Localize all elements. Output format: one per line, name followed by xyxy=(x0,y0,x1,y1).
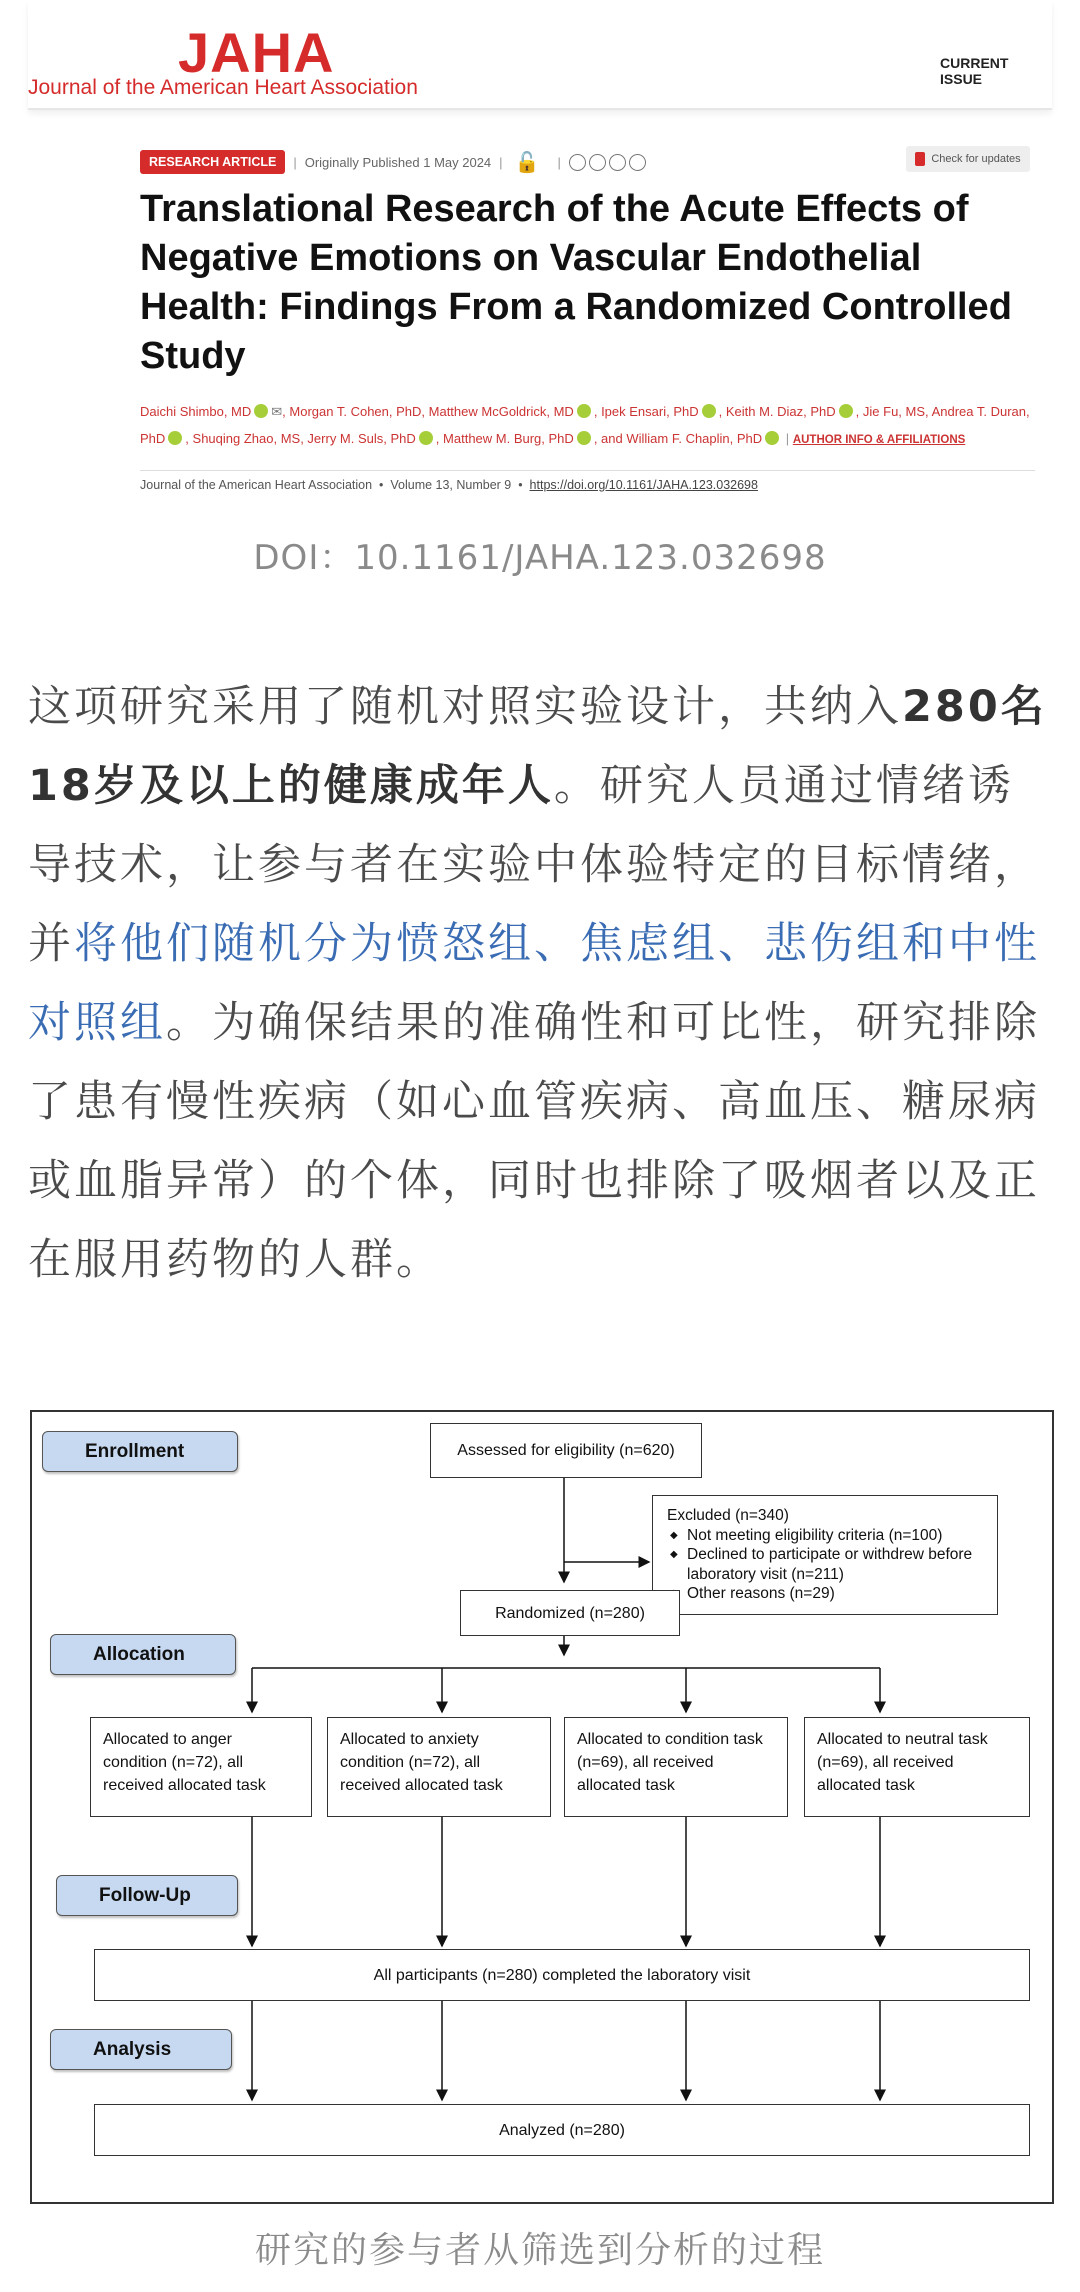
orcid-icon[interactable] xyxy=(168,431,182,445)
doi-link[interactable]: https://doi.org/10.1161/JAHA.123.032698 xyxy=(529,478,758,492)
divider: | xyxy=(557,154,561,170)
orcid-icon[interactable] xyxy=(419,431,433,445)
list-item: ◆ Other reasons (n=29) xyxy=(687,1584,983,1604)
bold-text: 280名18岁及以上的健康成年人 xyxy=(28,682,1047,811)
orcid-icon[interactable] xyxy=(577,431,591,445)
author-link[interactable]: Andrea T. Duran, PhD xyxy=(140,404,1030,446)
article-paragraph xyxy=(28,668,1048,1300)
group-box-anger: Allocated to anger condition (n=72), all received allocated task xyxy=(90,1717,312,1817)
divider: | xyxy=(785,431,790,446)
list-item: ◆ Declined to participate or withdrew before laboratory visit (n=211) xyxy=(687,1545,983,1584)
author-link[interactable]: Keith M. Diaz, PhD xyxy=(725,404,836,419)
author-list: Daichi Shimbo, MD ✉, Morgan T. Cohen, PhD, Matthew McGoldrick, MD , Ipek Ensari, PhD , Keith M. Diaz, PhD , Jie Fu, MS, Andrea T. Duran, PhD , Shuqing Zhao, MS, Jerry M. Suls, PhD , Matthew M. Burg, PhD , and William F. Chaplin, PhD | AUTHOR INFO & AFFILIATIONS xyxy=(140,404,1030,446)
paragraph-text: 这项研究采用了随机对照实验设计，共纳入 xyxy=(28,682,902,732)
author-link[interactable]: Daichi Shimbo, MD xyxy=(140,404,252,419)
article-type-badge: RESEARCH ARTICLE xyxy=(140,150,285,174)
completed-box: All participants (n=280) completed the laboratory visit xyxy=(94,1949,1030,2001)
citation-line: Journal of the American Heart Association • Volume 13, Number 9 • https://doi.org/10.1161/JAHA.123.032698 xyxy=(140,478,758,492)
group-box-neutral: Allocated to neutral task (n=69), all received allocated task xyxy=(804,1717,1030,1817)
divider xyxy=(140,470,1035,471)
cc-license-icon xyxy=(569,154,586,171)
figure-caption: 研究的参与者从筛选到分析的过程 xyxy=(254,2230,825,2271)
check-updates-label: Check for updates xyxy=(931,153,1021,165)
assessed-box: Assessed for eligibility (n=620) xyxy=(430,1423,702,1478)
journal-name: Journal of the American Heart Association xyxy=(28,76,418,99)
stage-followup: Follow-Up xyxy=(56,1875,238,1916)
orcid-icon[interactable] xyxy=(839,404,853,418)
check-for-updates-button[interactable] xyxy=(906,146,1030,172)
orcid-icon[interactable] xyxy=(702,404,716,418)
cc-nd-icon xyxy=(629,154,646,171)
author-link[interactable]: Shuqing Zhao, MS, Jerry M. Suls, PhD xyxy=(192,431,416,446)
cc-by-icon xyxy=(589,154,606,171)
group-box-condition: Allocated to condition task (n=69), all received allocated task xyxy=(564,1717,788,1817)
excluded-list xyxy=(667,1526,983,1604)
divider: | xyxy=(293,154,297,170)
orcid-icon[interactable] xyxy=(254,404,268,418)
list-item: ◆ Not meeting eligibility criteria (n=100) xyxy=(687,1526,983,1546)
paragraph-text: 。研究人员通过情绪诱导技术，让参与者在实验中体验特定的目标情绪，并 xyxy=(28,761,1040,969)
author-affiliations-link[interactable]: AUTHOR INFO & AFFILIATIONS xyxy=(792,434,966,446)
journal-name: Journal of the American Heart Association xyxy=(140,478,373,492)
email-icon[interactable]: ✉ xyxy=(271,404,283,419)
volume-info: Volume 13, Number 9 xyxy=(390,478,512,492)
orcid-icon[interactable] xyxy=(577,404,591,418)
current-issue-link[interactable]: CURRENT ISSUE xyxy=(940,55,1009,87)
author-link[interactable]: and William F. Chaplin, PhD xyxy=(601,431,763,446)
article-title: Translational Research of the Acute Effects of Negative Emotions on Vascular Endothelial Health: Findings From a Randomized Controlled Study xyxy=(140,188,1012,377)
open-access-icon: 🔓 xyxy=(514,151,540,174)
paragraph-text: 。为确保结果的准确性和可比性，研究排除了患有慢性疾病（如心血管疾病、高血压、糖尿病或血脂异常）的个体，同时也排除了吸烟者以及正在服用药物的人群。 xyxy=(28,998,1040,1285)
image-caption-doi: DOI：10.1161/JAHA.123.032698 xyxy=(253,538,827,578)
excluded-title: Excluded (n=340) xyxy=(667,1507,789,1524)
excluded-box xyxy=(652,1495,998,1615)
group-box-anxiety: Allocated to anxiety condition (n=72), all received allocated task xyxy=(327,1717,551,1817)
published-date: Originally Published 1 May 2024 xyxy=(304,154,492,170)
consort-flowchart xyxy=(30,1410,1054,2204)
analyzed-box: Analyzed (n=280) xyxy=(94,2104,1030,2156)
jaha-logo[interactable]: JAHA xyxy=(178,21,335,84)
stage-enrollment: Enrollment xyxy=(42,1431,238,1472)
author-link[interactable]: Ipek Ensari, PhD xyxy=(601,404,699,419)
stage-allocation: Allocation xyxy=(50,1634,236,1675)
bookmark-icon xyxy=(915,152,925,166)
journal-top-bar xyxy=(28,0,1052,110)
author-link[interactable]: Matthew M. Burg, PhD xyxy=(443,431,574,446)
highlighted-text: 将他们随机分为愤怒组、焦虑组、悲伤组和中性对照组 xyxy=(28,919,1040,1048)
cc-nc-icon xyxy=(609,154,626,171)
author-link[interactable]: Jie Fu, MS, xyxy=(862,404,929,419)
article-meta-row xyxy=(140,148,649,176)
stage-analysis: Analysis xyxy=(50,2029,232,2070)
author-link[interactable]: Morgan T. Cohen, PhD, Matthew McGoldrick, MD xyxy=(289,404,574,419)
divider: | xyxy=(499,154,503,170)
orcid-icon[interactable] xyxy=(765,431,779,445)
randomized-box: Randomized (n=280) xyxy=(460,1590,680,1636)
article-header-screenshot xyxy=(28,0,1052,505)
